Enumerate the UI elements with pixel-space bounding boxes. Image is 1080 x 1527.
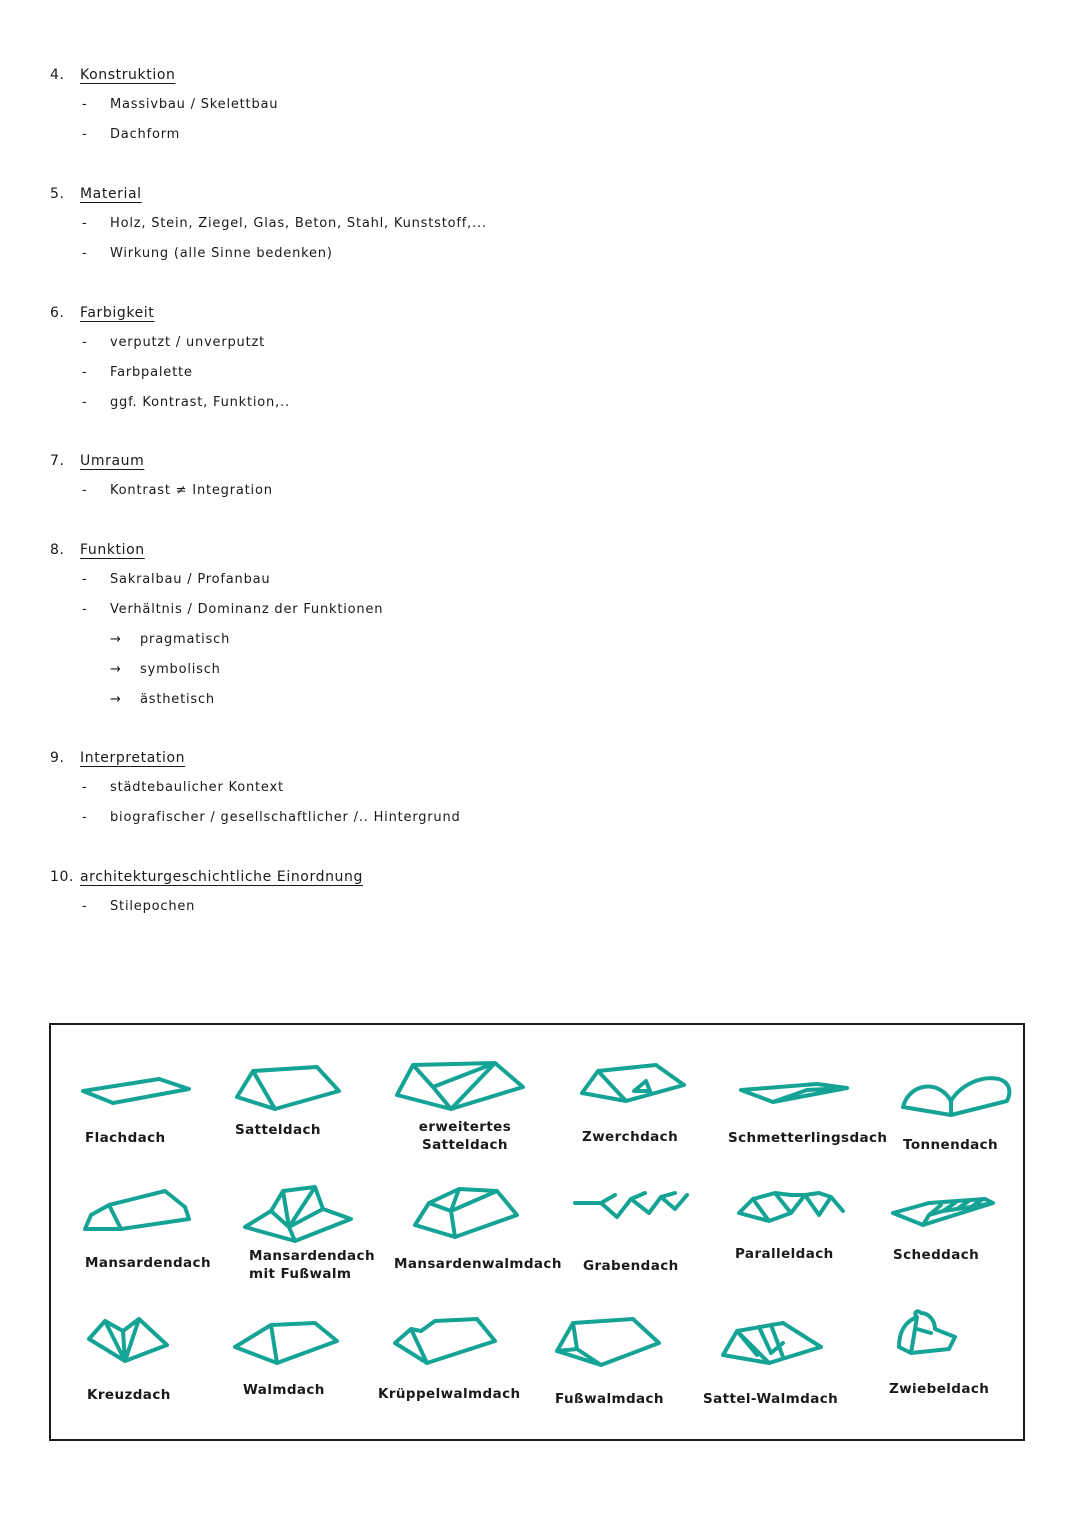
list-item-text: Kontrast ≠ Integration [110, 483, 273, 498]
roof-label: Zwerchdach [582, 1129, 679, 1145]
list-item-text: Verhältnis / Dominanz der Funktionen [110, 602, 384, 617]
list-item [82, 483, 273, 498]
list-item [82, 335, 265, 350]
roof-label: Sattel-Walmdach [703, 1391, 839, 1407]
list-item [82, 810, 461, 825]
dash-bullet: - [82, 483, 88, 498]
roof-label: Mansardendach [85, 1255, 211, 1271]
list-item [82, 97, 278, 112]
dash-bullet: - [82, 780, 88, 795]
section-title [50, 869, 363, 885]
kreuzdach-icon [85, 1315, 175, 1367]
list-item-text: ggf. Kontrast, Funktion,.. [110, 395, 290, 410]
section-heading: architekturgeschichtliche Einordnung [80, 869, 363, 885]
section-heading: Umraum [80, 453, 145, 469]
arrow-icon: → [110, 662, 122, 677]
dash-bullet: - [82, 572, 88, 587]
section-heading: Funktion [80, 542, 145, 558]
roof-forms-panel [49, 1023, 1025, 1441]
sub-list-item [110, 632, 230, 647]
kruppelwalmdach-icon [391, 1315, 506, 1370]
list-item-text: Farbpalette [110, 365, 193, 380]
list-item [82, 246, 333, 261]
roof-label: Tonnendach [903, 1137, 999, 1153]
section-heading: Konstruktion [80, 67, 176, 83]
roof-label: Zwiebeldach [889, 1381, 990, 1397]
zwiebeldach-icon [891, 1307, 961, 1362]
list-item [82, 127, 180, 142]
section-title [50, 186, 142, 202]
section-number: 10. [50, 869, 75, 885]
mansardenwalmdach-icon [411, 1185, 526, 1245]
erweitertes-satteldach-icon [391, 1057, 531, 1117]
sattel-walmdach-icon [719, 1317, 834, 1372]
dash-bullet: - [82, 899, 88, 914]
list-item [82, 780, 284, 795]
tonnendach-icon [899, 1073, 1014, 1123]
list-item [82, 899, 195, 914]
roof-label: Scheddach [893, 1247, 980, 1263]
roof-label: Satteldach [235, 1122, 321, 1138]
section-title [50, 67, 175, 83]
list-item-text: Massivbau / Skelettbau [110, 97, 279, 112]
sub-item-text: pragmatisch [140, 632, 231, 647]
roof-label: Krüppelwalmdach [378, 1386, 521, 1402]
list-item-text: Wirkung (alle Sinne bedenken) [110, 246, 333, 261]
list-item-text: Dachform [110, 127, 181, 142]
arrow-icon: → [110, 692, 122, 707]
dash-bullet: - [82, 810, 88, 825]
dash-bullet: - [82, 97, 88, 112]
roof-label: Schmetterlingsdach [728, 1130, 888, 1146]
roof-label: Mansardenwalmdach [394, 1256, 562, 1272]
section-title [50, 305, 154, 321]
section-number: 7. [50, 453, 65, 469]
list-item-text: Holz, Stein, Ziegel, Glas, Beton, Stahl, Kunststoff,... [110, 216, 487, 231]
list-item [82, 572, 270, 587]
list-item [82, 216, 487, 231]
sub-list-item [110, 662, 221, 677]
roof-label: erweitertes Satteldach [418, 1119, 512, 1153]
sub-item-text: ästhetisch [140, 692, 215, 707]
scheddach-icon [889, 1195, 999, 1235]
mansardendach-icon [81, 1189, 196, 1244]
section-number: 9. [50, 750, 65, 766]
schmetterlingsdach-icon [737, 1080, 852, 1110]
section-number: 5. [50, 186, 65, 202]
section-heading: Farbigkeit [80, 305, 155, 321]
list-item [82, 602, 383, 617]
section-title [50, 542, 145, 558]
list-item-text: biografischer / gesellschaftlicher /.. Hintergrund [110, 810, 461, 825]
list-item [82, 365, 193, 380]
section-heading: Material [80, 186, 142, 202]
grabendach-icon [571, 1191, 691, 1231]
walmdach-icon [231, 1319, 346, 1369]
dash-bullet: - [82, 395, 88, 410]
list-item-text: Stilepochen [110, 899, 196, 914]
section-number: 6. [50, 305, 65, 321]
dash-bullet: - [82, 335, 88, 350]
roof-label: Kreuzdach [87, 1387, 171, 1403]
roof-label: Walmdach [243, 1382, 325, 1398]
dash-bullet: - [82, 602, 88, 617]
dash-bullet: - [82, 246, 88, 261]
dash-bullet: - [82, 216, 88, 231]
section-title [50, 750, 185, 766]
arrow-icon: → [110, 632, 122, 647]
mansardendach-mit-fusswalm-icon [241, 1183, 356, 1248]
flachdach-icon [79, 1073, 194, 1113]
dash-bullet: - [82, 365, 88, 380]
section-number: 8. [50, 542, 65, 558]
roof-label: Fußwalmdach [555, 1391, 664, 1407]
dash-bullet: - [82, 127, 88, 142]
section-heading: Interpretation [80, 750, 186, 766]
roof-label: Grabendach [583, 1258, 679, 1274]
paralleldach-icon [735, 1189, 850, 1234]
satteldach-icon [231, 1061, 346, 1121]
roof-label: Mansardendach mit Fußwalm [249, 1248, 375, 1282]
section-number: 4. [50, 67, 65, 83]
list-item-text: städtebaulicher Kontext [110, 780, 284, 795]
fusswalmdach-icon [551, 1315, 666, 1375]
list-item [82, 395, 290, 410]
sub-list-item [110, 692, 215, 707]
section-title [50, 453, 144, 469]
list-item-text: verputzt / unverputzt [110, 335, 266, 350]
roof-label: Paralleldach [735, 1246, 834, 1262]
list-item-text: Sakralbau / Profanbau [110, 572, 271, 587]
roof-label: Flachdach [85, 1130, 166, 1146]
zwerchdach-icon [576, 1061, 691, 1121]
sub-item-text: symbolisch [140, 662, 221, 677]
